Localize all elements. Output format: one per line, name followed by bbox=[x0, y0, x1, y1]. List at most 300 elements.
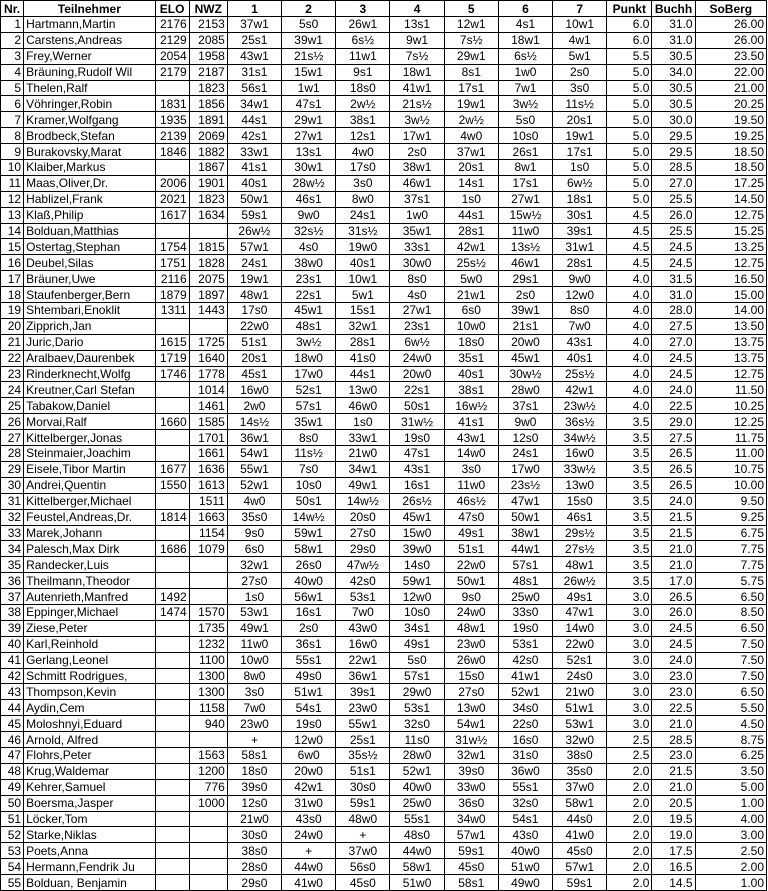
table-row bbox=[1, 191, 767, 207]
cell-elo: 1474 bbox=[155, 604, 189, 620]
cell-elo: 1831 bbox=[155, 96, 189, 112]
cell-sonneborn-berger: 21.00 bbox=[695, 80, 766, 96]
cell-sonneborn-berger: 22.00 bbox=[695, 64, 766, 80]
cell-round-3: 24s1 bbox=[336, 207, 390, 223]
cell-sonneborn-berger: 14.00 bbox=[695, 303, 766, 319]
cell-nwz: 1725 bbox=[189, 334, 227, 350]
cell-round-3: 43w0 bbox=[336, 620, 390, 636]
cell-round-6: 51w0 bbox=[498, 859, 552, 875]
cell-round-3: 25s1 bbox=[336, 732, 390, 748]
cell-round-2: 23s1 bbox=[282, 271, 336, 287]
cell-nr: 37 bbox=[1, 589, 24, 605]
cell-round-6: 31s0 bbox=[498, 747, 552, 763]
cell-round-5: 31w½ bbox=[444, 732, 498, 748]
cell-round-3: 11w1 bbox=[336, 48, 390, 64]
cell-nr: 14 bbox=[1, 223, 24, 239]
cell-elo: 1686 bbox=[155, 541, 189, 557]
cell-round-6: 17s1 bbox=[498, 175, 552, 191]
cell-elo bbox=[155, 811, 189, 827]
table-row bbox=[1, 461, 767, 477]
cell-round-4: 3w½ bbox=[390, 112, 444, 128]
table-row bbox=[1, 779, 767, 795]
cell-elo: 2176 bbox=[155, 17, 189, 33]
cell-points: 4.0 bbox=[607, 382, 652, 398]
cell-nr: 55 bbox=[1, 875, 24, 891]
cell-round-7: 20s1 bbox=[553, 112, 607, 128]
cell-round-7: 8s0 bbox=[553, 303, 607, 319]
cell-sonneborn-berger: 7.75 bbox=[695, 541, 766, 557]
cell-elo bbox=[155, 430, 189, 446]
cell-nr: 2 bbox=[1, 32, 24, 48]
cell-elo: 1719 bbox=[155, 350, 189, 366]
cell-nwz: 2085 bbox=[189, 32, 227, 48]
cell-elo: 2021 bbox=[155, 191, 189, 207]
cell-nwz bbox=[189, 827, 227, 843]
cell-sonneborn-berger: 3.50 bbox=[695, 763, 766, 779]
cell-round-6: 44w1 bbox=[498, 541, 552, 557]
cell-sonneborn-berger: 13.75 bbox=[695, 334, 766, 350]
cell-nwz: 1735 bbox=[189, 620, 227, 636]
cell-round-2: 11s½ bbox=[282, 446, 336, 462]
cell-round-6: 1w0 bbox=[498, 64, 552, 80]
cell-nr: 22 bbox=[1, 350, 24, 366]
cell-buchholz: 24.5 bbox=[652, 366, 695, 382]
cell-round-7: 59s1 bbox=[553, 875, 607, 891]
cell-nwz bbox=[189, 223, 227, 239]
cell-round-1: 1s0 bbox=[227, 589, 281, 605]
table-row bbox=[1, 859, 767, 875]
cell-round-4: 5s0 bbox=[390, 652, 444, 668]
cell-round-7: 25s½ bbox=[553, 366, 607, 382]
cell-nwz: 1158 bbox=[189, 700, 227, 716]
cell-round-2: 52s1 bbox=[282, 382, 336, 398]
cell-round-5: 17s1 bbox=[444, 80, 498, 96]
header-nr: Nr. bbox=[1, 1, 24, 17]
header-round-6: 6 bbox=[498, 1, 552, 17]
cell-round-5: 16w½ bbox=[444, 398, 498, 414]
cell-points: 4.0 bbox=[607, 287, 652, 303]
cell-round-5: 45s0 bbox=[444, 859, 498, 875]
cell-sonneborn-berger: 9.50 bbox=[695, 493, 766, 509]
table-row bbox=[1, 112, 767, 128]
cell-round-2: 22s1 bbox=[282, 287, 336, 303]
cell-round-2: 35w1 bbox=[282, 414, 336, 430]
cell-elo: 2129 bbox=[155, 32, 189, 48]
cell-participant: Ziese,Peter bbox=[24, 620, 156, 636]
cell-elo bbox=[155, 80, 189, 96]
cell-points: 3.0 bbox=[607, 589, 652, 605]
cell-points: 6.0 bbox=[607, 32, 652, 48]
cell-nr: 11 bbox=[1, 175, 24, 191]
cell-round-4: 25w0 bbox=[390, 795, 444, 811]
cell-nwz: 1823 bbox=[189, 80, 227, 96]
cell-round-5: 42w1 bbox=[444, 239, 498, 255]
cell-elo: 1879 bbox=[155, 287, 189, 303]
cell-round-6: 33s0 bbox=[498, 604, 552, 620]
cell-elo: 1814 bbox=[155, 509, 189, 525]
cell-round-5: 23w0 bbox=[444, 636, 498, 652]
cell-round-6: 3w½ bbox=[498, 96, 552, 112]
cell-sonneborn-berger: 6.75 bbox=[695, 525, 766, 541]
cell-round-4: 38w1 bbox=[390, 160, 444, 176]
cell-nwz: 1640 bbox=[189, 350, 227, 366]
cell-participant: Kreutner,Carl Stefan bbox=[24, 382, 156, 398]
cell-round-5: 1s0 bbox=[444, 191, 498, 207]
cell-elo bbox=[155, 557, 189, 573]
table-row bbox=[1, 604, 767, 620]
cell-nwz: 1882 bbox=[189, 144, 227, 160]
cell-elo bbox=[155, 318, 189, 334]
cell-round-2: 49s0 bbox=[282, 668, 336, 684]
cell-round-4: 26s½ bbox=[390, 493, 444, 509]
cell-participant: Kehrer,Samuel bbox=[24, 779, 156, 795]
cell-round-7: 29s½ bbox=[553, 525, 607, 541]
cell-participant: Frey,Werner bbox=[24, 48, 156, 64]
cell-round-2: 57s1 bbox=[282, 398, 336, 414]
cell-round-3: 2w½ bbox=[336, 96, 390, 112]
cell-round-5: 14s1 bbox=[444, 175, 498, 191]
cell-round-2: 47s1 bbox=[282, 96, 336, 112]
header-row bbox=[1, 1, 767, 17]
cell-nr: 43 bbox=[1, 684, 24, 700]
cell-nr: 13 bbox=[1, 207, 24, 223]
table-row bbox=[1, 303, 767, 319]
cell-round-4: 20w0 bbox=[390, 366, 444, 382]
cell-round-1: 43w1 bbox=[227, 48, 281, 64]
cell-round-2: 4s0 bbox=[282, 239, 336, 255]
cell-round-7: 40s1 bbox=[553, 350, 607, 366]
cell-round-4: 47s1 bbox=[390, 446, 444, 462]
cell-round-6: 7w1 bbox=[498, 80, 552, 96]
cell-round-3: 9s1 bbox=[336, 64, 390, 80]
cell-round-6: 8w1 bbox=[498, 160, 552, 176]
cell-nwz: 1815 bbox=[189, 239, 227, 255]
cell-round-4: 33s1 bbox=[390, 239, 444, 255]
cell-round-2: 19s0 bbox=[282, 716, 336, 732]
cell-round-2: 32s½ bbox=[282, 223, 336, 239]
cell-sonneborn-berger: 11.00 bbox=[695, 446, 766, 462]
cell-nr: 53 bbox=[1, 843, 24, 859]
cell-buchholz: 27.0 bbox=[652, 175, 695, 191]
cell-round-3: 1s0 bbox=[336, 414, 390, 430]
cell-round-4: 53s1 bbox=[390, 700, 444, 716]
cell-round-3: 18s0 bbox=[336, 80, 390, 96]
cell-round-5: 4w0 bbox=[444, 128, 498, 144]
cell-round-1: 27s0 bbox=[227, 573, 281, 589]
table-row bbox=[1, 96, 767, 112]
cell-round-4: 27w1 bbox=[390, 303, 444, 319]
cell-round-6: 54s1 bbox=[498, 811, 552, 827]
cell-buchholz: 21.0 bbox=[652, 557, 695, 573]
standings-body bbox=[1, 17, 767, 891]
cell-buchholz: 17.5 bbox=[652, 843, 695, 859]
header-round-1: 1 bbox=[227, 1, 281, 17]
cell-points: 4.5 bbox=[607, 223, 652, 239]
cell-sonneborn-berger: 10.75 bbox=[695, 461, 766, 477]
cell-round-5: 20s1 bbox=[444, 160, 498, 176]
cell-round-4: 58w1 bbox=[390, 859, 444, 875]
cell-round-7: 18s1 bbox=[553, 191, 607, 207]
cell-round-7: 32w0 bbox=[553, 732, 607, 748]
cell-round-4: 17w1 bbox=[390, 128, 444, 144]
cell-nr: 12 bbox=[1, 191, 24, 207]
cell-points: 3.5 bbox=[607, 573, 652, 589]
cell-round-4: 2s0 bbox=[390, 144, 444, 160]
cell-round-6: 11w0 bbox=[498, 223, 552, 239]
cell-round-6: 17w0 bbox=[498, 461, 552, 477]
table-row bbox=[1, 620, 767, 636]
cell-nr: 9 bbox=[1, 144, 24, 160]
cell-round-3: 15s1 bbox=[336, 303, 390, 319]
cell-round-5: 26w0 bbox=[444, 652, 498, 668]
cell-round-3: 41s0 bbox=[336, 350, 390, 366]
cell-round-3: 49w1 bbox=[336, 477, 390, 493]
cell-nwz: 1897 bbox=[189, 287, 227, 303]
cell-round-2: 27w1 bbox=[282, 128, 336, 144]
cell-round-3: 28s1 bbox=[336, 334, 390, 350]
cell-nr: 45 bbox=[1, 716, 24, 732]
cell-points: 4.5 bbox=[607, 239, 652, 255]
cell-round-3: 45s0 bbox=[336, 875, 390, 891]
cell-buchholz: 22.5 bbox=[652, 398, 695, 414]
cell-round-1: 18s0 bbox=[227, 763, 281, 779]
cell-round-6: 13s½ bbox=[498, 239, 552, 255]
cell-participant: Feustel,Andreas,Dr. bbox=[24, 509, 156, 525]
cell-buchholz: 26.5 bbox=[652, 589, 695, 605]
cell-points: 4.0 bbox=[607, 334, 652, 350]
cell-participant: Hermann,Fendrik Ju bbox=[24, 859, 156, 875]
cell-round-1: 10w0 bbox=[227, 652, 281, 668]
cell-round-3: 39s1 bbox=[336, 684, 390, 700]
cell-nr: 28 bbox=[1, 446, 24, 462]
cell-round-4: 59w1 bbox=[390, 573, 444, 589]
cell-sonneborn-berger: 18.50 bbox=[695, 144, 766, 160]
cell-round-4: 51w0 bbox=[390, 875, 444, 891]
cell-elo bbox=[155, 382, 189, 398]
cell-nr: 39 bbox=[1, 620, 24, 636]
cell-nwz: 1000 bbox=[189, 795, 227, 811]
header-nwz: NWZ bbox=[189, 1, 227, 17]
cell-round-6: 19s0 bbox=[498, 620, 552, 636]
cell-round-6: 5s0 bbox=[498, 112, 552, 128]
cell-round-3: 34w1 bbox=[336, 461, 390, 477]
cell-participant: Hartmann,Martin bbox=[24, 17, 156, 33]
cell-round-5: 5w0 bbox=[444, 271, 498, 287]
cell-round-1: + bbox=[227, 732, 281, 748]
cell-nwz: 1663 bbox=[189, 509, 227, 525]
cell-round-1: 3s0 bbox=[227, 684, 281, 700]
cell-round-2: 18w0 bbox=[282, 350, 336, 366]
cell-sonneborn-berger: 15.25 bbox=[695, 223, 766, 239]
cell-buchholz: 24.0 bbox=[652, 493, 695, 509]
cell-round-5: 58s1 bbox=[444, 875, 498, 891]
cell-participant: Theilmann,Theodor bbox=[24, 573, 156, 589]
cell-round-7: 30s1 bbox=[553, 207, 607, 223]
cell-round-2: 42w1 bbox=[282, 779, 336, 795]
cell-nwz: 1232 bbox=[189, 636, 227, 652]
cell-participant: Klaiber,Markus bbox=[24, 160, 156, 176]
cell-buchholz: 28.0 bbox=[652, 303, 695, 319]
cell-round-2: 54s1 bbox=[282, 700, 336, 716]
cell-sonneborn-berger: 11.50 bbox=[695, 382, 766, 398]
cell-points: 5.0 bbox=[607, 175, 652, 191]
cell-round-3: 37w0 bbox=[336, 843, 390, 859]
cell-participant: Schmitt Rodrigues, bbox=[24, 668, 156, 684]
cell-nr: 4 bbox=[1, 64, 24, 80]
cell-round-2: 44w0 bbox=[282, 859, 336, 875]
cell-round-6: 6s½ bbox=[498, 48, 552, 64]
cell-round-2: 14w½ bbox=[282, 509, 336, 525]
cell-round-4: 30w0 bbox=[390, 255, 444, 271]
cell-nr: 24 bbox=[1, 382, 24, 398]
cell-elo bbox=[155, 573, 189, 589]
cell-nr: 34 bbox=[1, 541, 24, 557]
cell-round-7: 2s0 bbox=[553, 64, 607, 80]
cell-round-6: 23s½ bbox=[498, 477, 552, 493]
cell-round-1: 39s0 bbox=[227, 779, 281, 795]
cell-round-2: 30w1 bbox=[282, 160, 336, 176]
table-row bbox=[1, 811, 767, 827]
cell-round-4: 23s1 bbox=[390, 318, 444, 334]
cell-round-2: 50s1 bbox=[282, 493, 336, 509]
cell-round-4: 12w0 bbox=[390, 589, 444, 605]
cell-participant: Karl,Reinhold bbox=[24, 636, 156, 652]
cell-round-2: 1w1 bbox=[282, 80, 336, 96]
cell-round-7: 12w0 bbox=[553, 287, 607, 303]
cell-round-4: 8s0 bbox=[390, 271, 444, 287]
cell-round-2: 17w0 bbox=[282, 366, 336, 382]
cell-nr: 3 bbox=[1, 48, 24, 64]
cell-participant: Arnold, Alfred bbox=[24, 732, 156, 748]
cell-sonneborn-berger: 6.50 bbox=[695, 589, 766, 605]
cell-participant: Burakovsky,Marat bbox=[24, 144, 156, 160]
cell-round-4: 35w1 bbox=[390, 223, 444, 239]
cell-round-6: 22s0 bbox=[498, 716, 552, 732]
cell-buchholz: 29.5 bbox=[652, 128, 695, 144]
cell-elo: 1311 bbox=[155, 303, 189, 319]
cell-round-6: 47w1 bbox=[498, 493, 552, 509]
table-row bbox=[1, 446, 767, 462]
cell-round-1: 44s1 bbox=[227, 112, 281, 128]
cell-round-1: 23w0 bbox=[227, 716, 281, 732]
cell-round-2: 26s0 bbox=[282, 557, 336, 573]
cell-buchholz: 20.5 bbox=[652, 795, 695, 811]
cell-buchholz: 24.0 bbox=[652, 652, 695, 668]
cell-round-5: 50w1 bbox=[444, 573, 498, 589]
cell-points: 3.5 bbox=[607, 414, 652, 430]
cell-nr: 16 bbox=[1, 255, 24, 271]
cell-buchholz: 30.0 bbox=[652, 112, 695, 128]
cell-round-1: 2w0 bbox=[227, 398, 281, 414]
cell-nr: 8 bbox=[1, 128, 24, 144]
cell-elo: 1550 bbox=[155, 477, 189, 493]
cell-points: 4.0 bbox=[607, 366, 652, 382]
cell-round-1: 45s1 bbox=[227, 366, 281, 382]
cell-participant: Flohrs,Peter bbox=[24, 747, 156, 763]
cell-nr: 21 bbox=[1, 334, 24, 350]
cell-elo bbox=[155, 732, 189, 748]
cell-points: 4.0 bbox=[607, 398, 652, 414]
cell-nwz: 1585 bbox=[189, 414, 227, 430]
table-row bbox=[1, 541, 767, 557]
cell-elo bbox=[155, 525, 189, 541]
cell-round-2: 15w1 bbox=[282, 64, 336, 80]
table-row bbox=[1, 64, 767, 80]
cell-participant: Aralbaev,Daurenbek bbox=[24, 350, 156, 366]
cell-nr: 41 bbox=[1, 652, 24, 668]
cell-points: 3.0 bbox=[607, 684, 652, 700]
cell-sonneborn-berger: 13.75 bbox=[695, 350, 766, 366]
cell-points: 5.0 bbox=[607, 80, 652, 96]
cell-round-1: 26w½ bbox=[227, 223, 281, 239]
table-row bbox=[1, 843, 767, 859]
cell-participant: Starke,Niklas bbox=[24, 827, 156, 843]
cell-round-1: 29s0 bbox=[227, 875, 281, 891]
cell-buchholz: 21.0 bbox=[652, 779, 695, 795]
cell-round-7: 24s0 bbox=[553, 668, 607, 684]
cell-buchholz: 30.5 bbox=[652, 80, 695, 96]
cell-round-5: 41s1 bbox=[444, 414, 498, 430]
cell-points: 3.5 bbox=[607, 541, 652, 557]
cell-round-3: 26w1 bbox=[336, 17, 390, 33]
cell-nwz: 1300 bbox=[189, 668, 227, 684]
table-row bbox=[1, 398, 767, 414]
cell-round-7: 10w1 bbox=[553, 17, 607, 33]
cell-round-7: 45s0 bbox=[553, 843, 607, 859]
cell-round-7: 41w0 bbox=[553, 827, 607, 843]
cell-buchholz: 31.0 bbox=[652, 287, 695, 303]
cell-round-3: 51s1 bbox=[336, 763, 390, 779]
cell-participant: Kittelberger,Jonas bbox=[24, 430, 156, 446]
cell-nr: 32 bbox=[1, 509, 24, 525]
cell-round-6: 12s0 bbox=[498, 430, 552, 446]
cell-sonneborn-berger: 5.50 bbox=[695, 700, 766, 716]
cell-elo: 2139 bbox=[155, 128, 189, 144]
cell-points: 5.0 bbox=[607, 128, 652, 144]
cell-round-6: 21s1 bbox=[498, 318, 552, 334]
cell-nwz: 2187 bbox=[189, 64, 227, 80]
cell-round-4: 1w0 bbox=[390, 207, 444, 223]
cell-elo: 1935 bbox=[155, 112, 189, 128]
table-row bbox=[1, 557, 767, 573]
cell-participant: Palesch,Max Dirk bbox=[24, 541, 156, 557]
cell-buchholz: 28.5 bbox=[652, 732, 695, 748]
cell-participant: Deubel,Silas bbox=[24, 255, 156, 271]
header-sonneborn-berger: SoBerg bbox=[695, 1, 766, 17]
cell-elo bbox=[155, 779, 189, 795]
cell-nwz: 1100 bbox=[189, 652, 227, 668]
cell-round-3: 7w0 bbox=[336, 604, 390, 620]
cell-buchholz: 25.5 bbox=[652, 223, 695, 239]
cell-nwz: 1300 bbox=[189, 684, 227, 700]
cell-round-1: 57w1 bbox=[227, 239, 281, 255]
cell-sonneborn-berger: 12.75 bbox=[695, 366, 766, 382]
table-row bbox=[1, 652, 767, 668]
cell-buchholz: 28.5 bbox=[652, 160, 695, 176]
cell-round-7: 42w1 bbox=[553, 382, 607, 398]
cell-round-5: 33w0 bbox=[444, 779, 498, 795]
cell-round-3: 23w0 bbox=[336, 700, 390, 716]
cell-round-6: 29s1 bbox=[498, 271, 552, 287]
cell-round-7: 7w0 bbox=[553, 318, 607, 334]
cell-round-4: 40w0 bbox=[390, 779, 444, 795]
cell-nr: 15 bbox=[1, 239, 24, 255]
cell-sonneborn-berger: 16.50 bbox=[695, 271, 766, 287]
cell-round-2: 21s½ bbox=[282, 48, 336, 64]
cell-points: 3.0 bbox=[607, 620, 652, 636]
cell-elo bbox=[155, 843, 189, 859]
cell-round-4: 4s0 bbox=[390, 287, 444, 303]
